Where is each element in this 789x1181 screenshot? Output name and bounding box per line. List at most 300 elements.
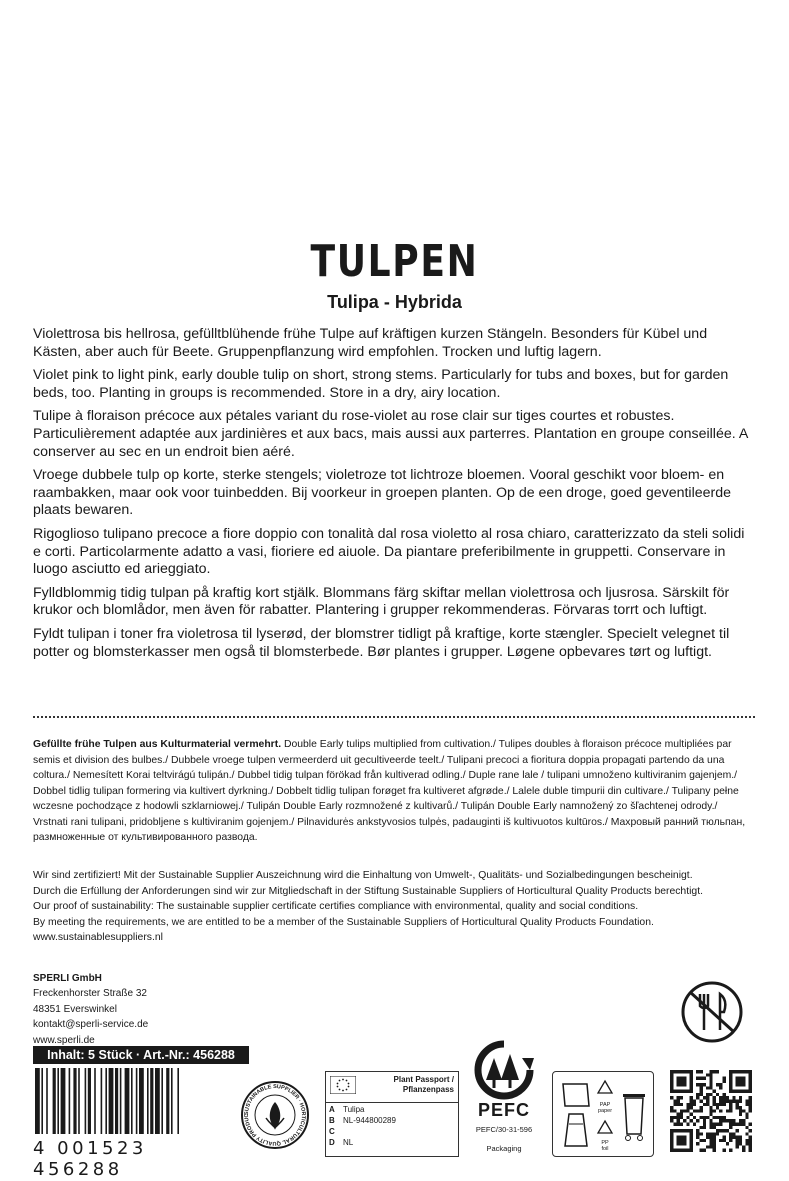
qr-module: [745, 1070, 748, 1073]
qr-module: [677, 1100, 680, 1103]
qr-module: [719, 1139, 722, 1142]
qr-module: [736, 1122, 739, 1125]
qr-module: [690, 1073, 693, 1076]
qr-module: [670, 1145, 673, 1148]
qr-module: [690, 1100, 693, 1103]
qr-module: [736, 1077, 739, 1080]
qr-module: [749, 1129, 752, 1132]
qr-module: [716, 1132, 719, 1135]
qr-module: [719, 1086, 722, 1089]
qr-module: [726, 1109, 729, 1112]
passport-value: NL-944800289: [343, 1116, 396, 1125]
qr-module: [709, 1083, 712, 1086]
qr-module: [700, 1109, 703, 1112]
qr-module: [709, 1106, 712, 1109]
barcode-bar: [88, 1068, 91, 1134]
qr-module: [693, 1103, 696, 1106]
qr-module: [716, 1106, 719, 1109]
qr-module: [709, 1136, 712, 1139]
barcode-bar: [171, 1068, 173, 1134]
barcode-bar: [85, 1068, 87, 1134]
qr-module: [677, 1070, 680, 1073]
qr-module: [703, 1149, 706, 1152]
qr-module: [690, 1096, 693, 1099]
qr-module: [745, 1090, 748, 1093]
qr-module: [749, 1086, 752, 1089]
article-number-bar: Inhalt: 5 Stück · Art.-Nr.: 456288: [33, 1046, 249, 1064]
qr-module: [706, 1132, 709, 1135]
qr-module: [677, 1149, 680, 1152]
qr-module: [749, 1149, 752, 1152]
barcode-bar: [139, 1068, 144, 1134]
qr-module: [739, 1113, 742, 1116]
qr-module: [690, 1106, 693, 1109]
qr-module: [700, 1077, 703, 1080]
qr-module: [736, 1145, 739, 1148]
qr-module: [680, 1077, 683, 1080]
barcode-bar: [115, 1068, 118, 1134]
qr-module: [722, 1103, 725, 1106]
qr-module: [713, 1145, 716, 1148]
passport-value: Tulipa: [343, 1105, 365, 1114]
barcode-bar: [177, 1068, 179, 1134]
qr-module: [693, 1122, 696, 1125]
barcode-bar: [120, 1068, 122, 1134]
qr-module: [709, 1086, 712, 1089]
qr-module: [729, 1080, 732, 1083]
qr-module: [722, 1093, 725, 1096]
qr-module: [670, 1132, 673, 1135]
qr-module: [677, 1142, 680, 1145]
qr-module: [713, 1132, 716, 1135]
qr-module: [713, 1103, 716, 1106]
qr-module: [673, 1109, 676, 1112]
qr-module: [700, 1086, 703, 1089]
qr-module: [686, 1116, 689, 1119]
qr-module: [670, 1116, 673, 1119]
qr-module: [670, 1083, 673, 1086]
qr-module: [729, 1139, 732, 1142]
qr-module: [680, 1116, 683, 1119]
qr-module: [729, 1149, 732, 1152]
qr-module: [745, 1142, 748, 1145]
qr-module: [709, 1113, 712, 1116]
pefc-name: PEFC: [477, 1100, 530, 1120]
page-title: TULPEN: [310, 236, 479, 287]
qr-module: [713, 1100, 716, 1103]
qr-module: [732, 1132, 735, 1135]
passport-rows: [326, 1104, 458, 1148]
qr-module: [696, 1093, 699, 1096]
barcode-bar: [147, 1068, 149, 1134]
qr-module: [742, 1090, 745, 1093]
qr-module: [736, 1070, 739, 1073]
qr-module: [696, 1083, 699, 1086]
pefc-logo: [464, 1040, 544, 1158]
qr-module: [742, 1109, 745, 1112]
qr-module: [722, 1116, 725, 1119]
qr-module: [706, 1100, 709, 1103]
qr-module: [722, 1077, 725, 1080]
qr-module: [736, 1090, 739, 1093]
qr-module: [736, 1103, 739, 1106]
recycle-icon: [593, 1118, 617, 1142]
qr-module: [713, 1126, 716, 1129]
qr-module: [700, 1116, 703, 1119]
qr-module: [670, 1136, 673, 1139]
qr-module: [713, 1142, 716, 1145]
qr-module: [686, 1109, 689, 1112]
qr-module: [680, 1083, 683, 1086]
qr-module: [729, 1136, 732, 1139]
qr-module: [719, 1103, 722, 1106]
qr-module: [696, 1132, 699, 1135]
certification-line: Durch die Erfüllung der Anforderungen sind wir zur Mitgliedschaft in der Stiftung Sustainable Suppliers of Horticultural Quality Products berechtigt.: [33, 885, 703, 897]
certification-line: By meeting the requirements, we are entitled to be a member of the Sustainable Suppliers of Horticultural Quality Products Foundation.: [33, 916, 654, 928]
qr-code-icon[interactable]: [670, 1070, 752, 1152]
qr-module: [680, 1113, 683, 1116]
recycling-bin-icon: [619, 1086, 649, 1142]
qr-module: [677, 1090, 680, 1093]
qr-module: [700, 1090, 703, 1093]
qr-module: [700, 1149, 703, 1152]
qr-module: [696, 1096, 699, 1099]
passport-row: [326, 1137, 458, 1148]
qr-module: [729, 1103, 732, 1106]
qr-module: [709, 1126, 712, 1129]
qr-module: [739, 1119, 742, 1122]
qr-module: [736, 1100, 739, 1103]
qr-module: [745, 1100, 748, 1103]
qr-module: [736, 1129, 739, 1132]
qr-module: [670, 1086, 673, 1089]
barcode-bar: [101, 1068, 103, 1134]
qr-module: [729, 1070, 732, 1073]
qr-module: [706, 1096, 709, 1099]
qr-module: [677, 1103, 680, 1106]
qr-module: [706, 1136, 709, 1139]
qr-module: [739, 1077, 742, 1080]
qr-module: [683, 1109, 686, 1112]
qr-module: [677, 1119, 680, 1122]
qr-module: [677, 1077, 680, 1080]
qr-module: [670, 1139, 673, 1142]
qr-module: [696, 1077, 699, 1080]
description-de: Violettrosa bis hellrosa, gefülltblühende frühe Tulpe auf kräftigen kurzen Stängeln. Besonders für Kübel und Kästen, aber auch für Beete. Gruppenpflanzung wird empfohlen. Trocken und luftig lagern.: [33, 326, 708, 360]
qr-module: [680, 1103, 683, 1106]
passport-key: A: [329, 1105, 335, 1114]
qr-module: [680, 1142, 683, 1145]
passport-separator: [326, 1102, 458, 1103]
qr-module: [686, 1103, 689, 1106]
qr-module: [732, 1122, 735, 1125]
barcode-bar: [61, 1068, 66, 1134]
qr-module: [683, 1077, 686, 1080]
qr-module: [696, 1070, 699, 1073]
barcode-bar: [73, 1068, 76, 1134]
qr-module: [670, 1142, 673, 1145]
qr-module: [709, 1070, 712, 1073]
barcode-number: 4 001523 456288: [33, 1138, 147, 1180]
qr-module: [677, 1116, 680, 1119]
qr-module: [690, 1070, 693, 1073]
qr-module: [726, 1119, 729, 1122]
qr-module: [700, 1132, 703, 1135]
qr-module: [719, 1129, 722, 1132]
qr-module: [719, 1083, 722, 1086]
qr-module: [729, 1077, 732, 1080]
qr-module: [713, 1116, 716, 1119]
qr-module: [726, 1129, 729, 1132]
qr-module: [680, 1129, 683, 1132]
qr-module: [749, 1142, 752, 1145]
qr-module: [706, 1093, 709, 1096]
qr-module: [673, 1129, 676, 1132]
qr-module: [732, 1136, 735, 1139]
certification-link[interactable]: www.sustainablesuppliers.nl: [33, 932, 163, 943]
qr-module: [686, 1106, 689, 1109]
qr-module: [745, 1113, 748, 1116]
qr-module: [709, 1139, 712, 1142]
qr-module: [716, 1116, 719, 1119]
qr-module: [693, 1116, 696, 1119]
qr-module: [683, 1080, 686, 1083]
qr-module: [700, 1070, 703, 1073]
qr-module: [686, 1070, 689, 1073]
qr-module: [749, 1106, 752, 1109]
paper-label: paper: [597, 1108, 613, 1114]
qr-module: [722, 1136, 725, 1139]
qr-module: [742, 1145, 745, 1148]
qr-module: [709, 1077, 712, 1080]
qr-module: [670, 1070, 673, 1073]
passport-value: NL: [343, 1138, 354, 1147]
qr-module: [736, 1080, 739, 1083]
qr-module: [690, 1129, 693, 1132]
qr-module: [726, 1096, 729, 1099]
qr-module: [670, 1106, 673, 1109]
qr-module: [749, 1073, 752, 1076]
qr-module: [696, 1119, 699, 1122]
description-block: [33, 326, 755, 667]
qr-module: [749, 1136, 752, 1139]
qr-module: [719, 1116, 722, 1119]
qr-module: [742, 1122, 745, 1125]
company-city: 48351 Everswinkel: [33, 1003, 117, 1015]
qr-module: [736, 1142, 739, 1145]
qr-module: [709, 1109, 712, 1112]
qr-module: [736, 1136, 739, 1139]
pefc-tree-icon: [474, 1040, 534, 1100]
qr-module: [683, 1119, 686, 1122]
qr-module: [693, 1100, 696, 1103]
qr-module: [716, 1103, 719, 1106]
qr-module: [709, 1142, 712, 1145]
qr-module: [683, 1083, 686, 1086]
qr-module: [742, 1077, 745, 1080]
qr-module: [736, 1106, 739, 1109]
qr-module: [703, 1083, 706, 1086]
qr-module: [732, 1070, 735, 1073]
qr-module: [729, 1086, 732, 1089]
qr-module: [722, 1119, 725, 1122]
qr-module: [742, 1119, 745, 1122]
qr-module: [670, 1109, 673, 1112]
qr-module: [706, 1116, 709, 1119]
cultivation-heading: Gefüllte frühe Tulpen aus Kulturmaterial vermehrt.: [33, 739, 282, 750]
qr-module: [739, 1090, 742, 1093]
qr-module: [680, 1139, 683, 1142]
qr-module: [683, 1090, 686, 1093]
qr-module: [742, 1083, 745, 1086]
barcode-bar: [155, 1068, 160, 1134]
qr-module: [745, 1139, 748, 1142]
qr-module: [677, 1113, 680, 1116]
qr-module: [729, 1132, 732, 1135]
qr-module: [729, 1073, 732, 1076]
qr-module: [706, 1103, 709, 1106]
recycle-icon: [593, 1078, 617, 1102]
paper-code-text: PAP: [599, 1102, 611, 1108]
qr-module: [690, 1149, 693, 1152]
barcode-bar: [35, 1068, 40, 1134]
no-food-icon: [680, 980, 744, 1044]
qr-module: [690, 1080, 693, 1083]
barcode-bar: [105, 1068, 107, 1134]
qr-module: [670, 1119, 673, 1122]
qr-module: [713, 1136, 716, 1139]
qr-module: [690, 1119, 693, 1122]
qr-module: [726, 1100, 729, 1103]
qr-module: [703, 1139, 706, 1142]
qr-module: [703, 1077, 706, 1080]
qr-module: [713, 1070, 716, 1073]
qr-module: [700, 1083, 703, 1086]
qr-module: [722, 1080, 725, 1083]
foil-code-text: PP: [601, 1140, 609, 1146]
qr-module: [693, 1109, 696, 1112]
barcode-bar: [166, 1068, 169, 1134]
qr-module: [683, 1149, 686, 1152]
qr-module: [729, 1090, 732, 1093]
sustainable-logo-text: SUSTAINABLE SUPPLIER · HORTICULTURAL QUALITY PRODUC: [243, 1083, 307, 1147]
company-website[interactable]: www.sperli.de: [33, 1034, 95, 1046]
qr-module: [729, 1126, 732, 1129]
qr-module: [716, 1122, 719, 1125]
qr-module: [680, 1122, 683, 1125]
barcode-bar: [136, 1068, 138, 1134]
qr-module: [713, 1090, 716, 1093]
description-nl: Vroege dubbele tulp op korte, sterke stengels; violetroze tot lichtroze bloemen. Vooral geschikt voor bloem- en raambakken, maar ook voor tuinbedden. Bij voorkeur in groepen planten. Op de een droge, goed geventileerde plaats bewaren.: [33, 467, 732, 519]
qr-module: [703, 1103, 706, 1106]
qr-module: [719, 1122, 722, 1125]
qr-module: [713, 1096, 716, 1099]
qr-module: [713, 1139, 716, 1142]
qr-module: [677, 1080, 680, 1083]
passport-row: [326, 1126, 458, 1137]
qr-module: [719, 1096, 722, 1099]
qr-module: [749, 1103, 752, 1106]
qr-module: [677, 1129, 680, 1132]
qr-module: [739, 1106, 742, 1109]
qr-module: [690, 1136, 693, 1139]
qr-module: [749, 1090, 752, 1093]
qr-module: [709, 1119, 712, 1122]
barcode-bar: [53, 1068, 56, 1134]
qr-module: [700, 1093, 703, 1096]
qr-module: [745, 1103, 748, 1106]
passport-row: [326, 1115, 458, 1126]
qr-module: [732, 1096, 735, 1099]
qr-module: [700, 1100, 703, 1103]
qr-module: [716, 1083, 719, 1086]
qr-module: [706, 1073, 709, 1076]
qr-module: [670, 1149, 673, 1152]
qr-module: [680, 1096, 683, 1099]
eu-flag-icon: [330, 1076, 356, 1094]
passport-title-de: Pflanzenpass: [402, 1085, 454, 1094]
qr-module: [742, 1149, 745, 1152]
qr-module: [670, 1073, 673, 1076]
qr-module: [690, 1086, 693, 1089]
packaging-bag-icon: [559, 1080, 593, 1150]
qr-module: [673, 1100, 676, 1103]
qr-module: [680, 1070, 683, 1073]
qr-module: [739, 1083, 742, 1086]
qr-module: [749, 1100, 752, 1103]
botanical-name: Tulipa - Hybrida: [327, 292, 462, 312]
qr-module: [742, 1080, 745, 1083]
qr-module: [749, 1109, 752, 1112]
qr-module: [670, 1096, 673, 1099]
qr-module: [749, 1070, 752, 1073]
qr-module: [729, 1100, 732, 1103]
foil-code: [593, 1140, 617, 1152]
barcode-bar: [125, 1068, 130, 1134]
company-email[interactable]: kontakt@sperli-service.de: [33, 1019, 149, 1031]
qr-module: [729, 1122, 732, 1125]
qr-module: [690, 1103, 693, 1106]
qr-module: [690, 1113, 693, 1116]
qr-module: [736, 1083, 739, 1086]
qr-module: [713, 1122, 716, 1125]
barcode-bar: [131, 1068, 133, 1134]
qr-module: [713, 1149, 716, 1152]
qr-module: [696, 1136, 699, 1139]
qr-module: [739, 1122, 742, 1125]
qr-module: [673, 1070, 676, 1073]
qr-module: [690, 1132, 693, 1135]
qr-module: [690, 1083, 693, 1086]
qr-module: [739, 1100, 742, 1103]
passport-title-en: Plant Passport /: [393, 1075, 454, 1084]
qr-module: [719, 1109, 722, 1112]
qr-module: [670, 1129, 673, 1132]
qr-module: [739, 1142, 742, 1145]
qr-module: [749, 1145, 752, 1148]
qr-module: [739, 1080, 742, 1083]
qr-module: [722, 1100, 725, 1103]
qr-module: [700, 1139, 703, 1142]
qr-module: [722, 1149, 725, 1152]
cultivation-text: Double Early tulips multiplied from cultivation./ Tulipes doubles à floraison précoce multipliées par semis et division des bulbes./ Dubbele vroege tulpen vermeerderd uit gecultiveerde teelt./ Tulipani precoci a fioritura doppia propagati partendo da una coltura./ Nemesített Korai teltvirágú tulipán./ Dubbel tidig tulpan förökad från kultiverad odling./ Duple rane lale / tulipani umnoženo kultiviranim gajenjem./ Dobbel tidlig tulipan formering via kultivert dyrkning./ Dobbelt tidlig tulipan forøget fra kultiveret afgrøde./ Lalele duble timpurii din cultivare./ Tulipany pełne wczesne pochodzące z hodowli szklarniowej./ Tulipán Double Early rozmnožené z kultivarů./ Tulipán Double Early namnožený zo šľachtenej odrody./ Vrstnati rani tulipani, pridobljene s kultiviranim gojenjem./ Pilnavidurės ankstyvosios tulpės, padauginti iš kultivuotos kultūros./ Махровый ранний тюльпан, размноженные от культивированного развода.: [33, 739, 746, 843]
qr-module: [677, 1083, 680, 1086]
qr-module: [719, 1100, 722, 1103]
qr-module: [739, 1136, 742, 1139]
qr-module: [696, 1109, 699, 1112]
qr-module: [673, 1090, 676, 1093]
qr-module: [745, 1132, 748, 1135]
